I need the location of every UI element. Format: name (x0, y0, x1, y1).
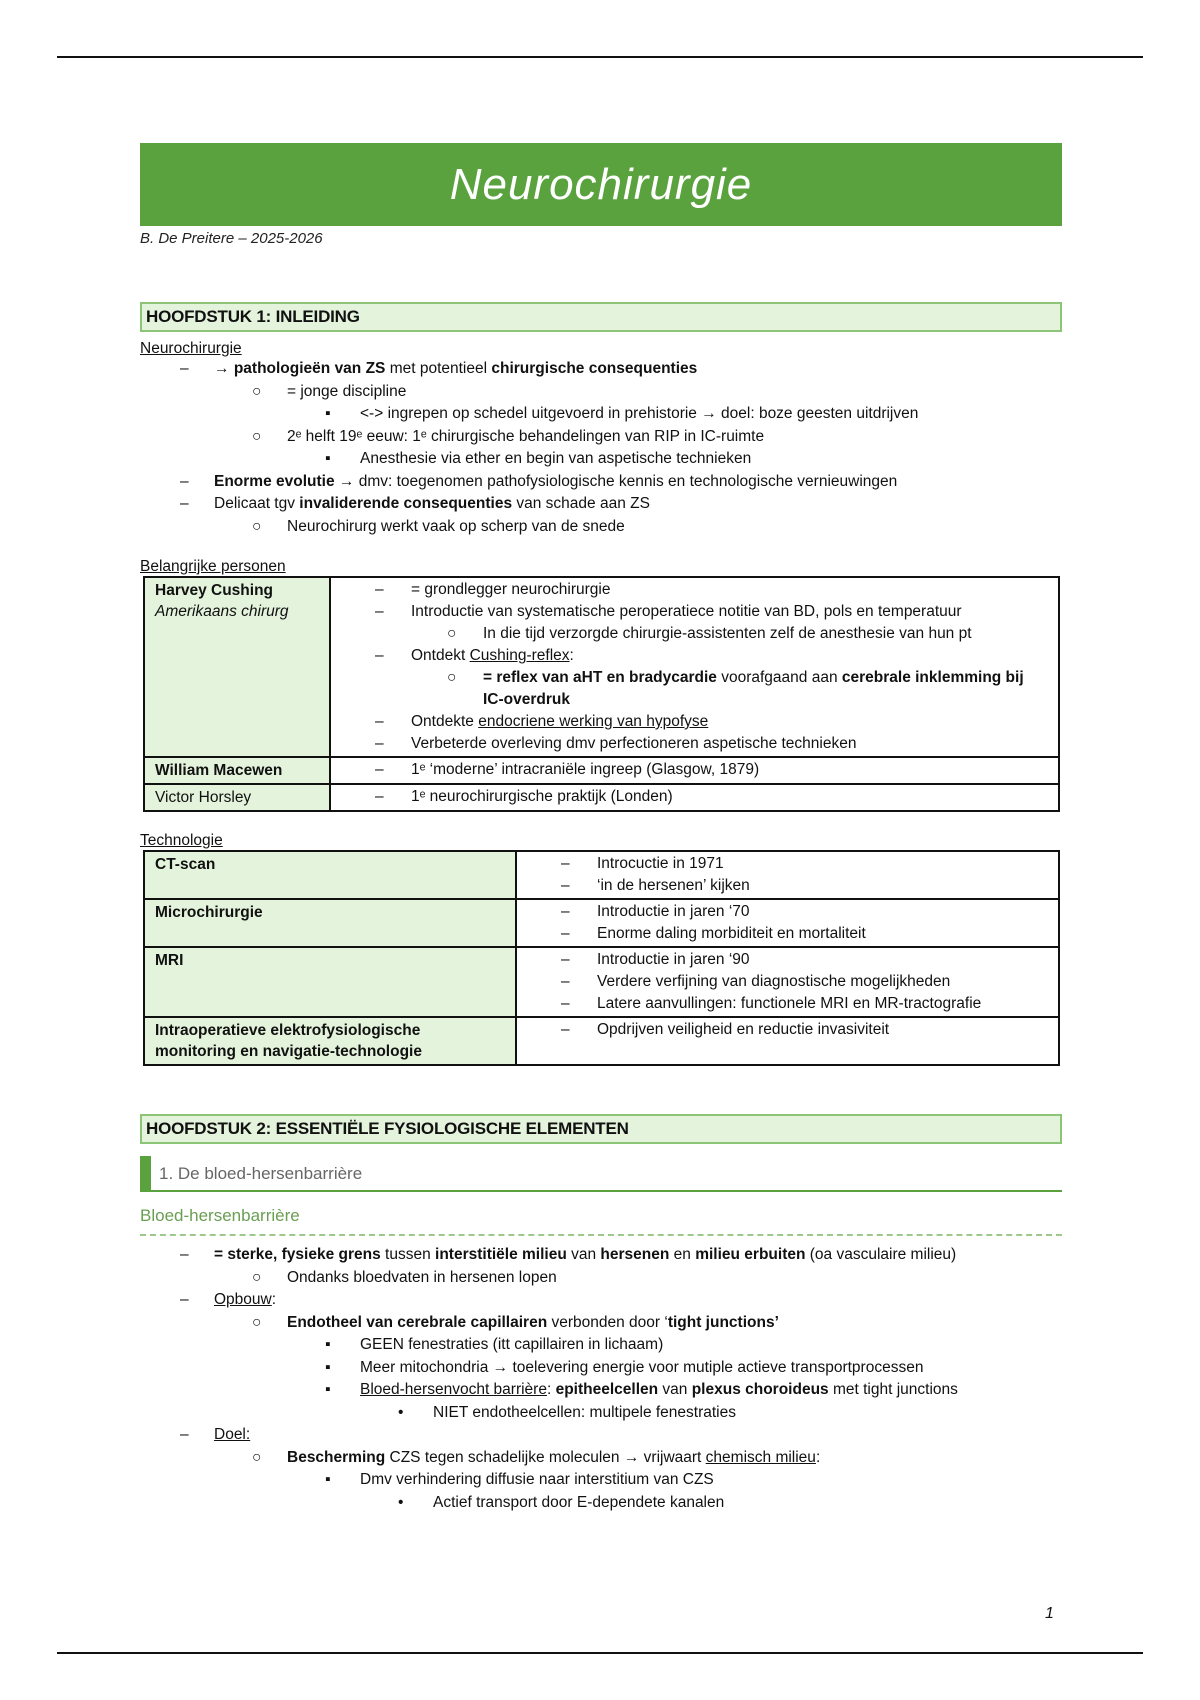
text-span: → dmv: toegenomen pathofysiologische kennis en technologische vernieuwingen (334, 472, 898, 490)
text-span: CZS tegen schadelijke moleculen → vrijwaart (385, 1448, 706, 1466)
table-cell-person (144, 577, 330, 757)
bullet-marker: – (561, 925, 570, 942)
bold-text: = sterke, fysieke grens (214, 1246, 381, 1263)
list-item (331, 759, 1058, 781)
list-item (331, 667, 1058, 689)
bullet-marker: – (180, 1426, 189, 1443)
text-span: voorafgaand aan (716, 669, 842, 686)
list-item (331, 579, 1058, 601)
person-role: Amerikaans chirurg (155, 603, 289, 620)
bold-text: Bescherming (287, 1448, 386, 1466)
item-text: Verbeterde overleving dmv perfectioneren aspetische technieken (411, 735, 857, 752)
bullet-marker: ○ (252, 1313, 262, 1331)
section-heading-1 (140, 1156, 1062, 1192)
bullet-marker: – (180, 495, 189, 512)
bullet-marker: – (180, 1291, 189, 1308)
bold-text: tight junctions’ (667, 1313, 779, 1331)
bold-text: epitheelcellen (555, 1381, 659, 1398)
bullet-marker: ▪ (325, 1471, 331, 1488)
text-span: : (271, 1291, 277, 1308)
top-rule (57, 56, 1143, 58)
bullet-marker: ○ (252, 517, 262, 535)
bullet-marker: ○ (447, 669, 457, 686)
list-item (140, 1357, 1062, 1380)
list-item (140, 358, 1062, 381)
table-cell-content (330, 577, 1059, 757)
bullet-marker: – (375, 647, 384, 664)
list-item (517, 949, 1058, 971)
bullet-marker: – (561, 855, 570, 872)
bold-text: pathologieën van ZS (233, 360, 386, 377)
item-text: Introcuctie in 1971 (597, 855, 724, 872)
item-text: Actief transport door E-dependete kanalen (433, 1493, 725, 1511)
item-text: Dmv verhindering diffusie naar interstitium van CZS (360, 1471, 714, 1488)
item-text: <-> ingrepen op schedel uitgevoerd in prehistorie → doel: boze geesten uitdrijven (360, 405, 919, 422)
title-banner (140, 143, 1062, 226)
bullet-marker: – (375, 581, 384, 598)
text-span: van (566, 1246, 601, 1263)
list-item (331, 711, 1058, 733)
item-text: 1ᵉ neurochirurgische praktijk (Londen) (411, 788, 673, 805)
item-text: ‘in de hersenen’ kijken (597, 877, 750, 894)
bold-text: IC-overdruk (483, 691, 570, 708)
list-item (140, 448, 1062, 471)
bullet-marker: ▪ (325, 450, 331, 467)
list-item (140, 1312, 1062, 1335)
bullet-marker: – (375, 603, 384, 620)
chapter-2-heading: HOOFDSTUK 2: ESSENTIËLE FYSIOLOGISCHE ELEMENTEN (140, 1114, 1062, 1144)
list-item (331, 623, 1058, 645)
page-number: 1 (1045, 1605, 1054, 1622)
list-item (331, 645, 1058, 667)
item-text: Neurochirurg werkt vaak op scherp van de snede (287, 517, 625, 535)
bold-text: hersenen (600, 1246, 670, 1263)
table-cell-content (516, 1017, 1059, 1065)
list-item (140, 516, 1062, 539)
list-item (140, 471, 1062, 494)
bullet-marker: ▪ (325, 1336, 331, 1353)
table-row (144, 899, 1059, 947)
item-text: Ondanks bloedvaten in hersenen lopen (287, 1268, 557, 1286)
table-row (144, 757, 1059, 784)
item-text: In die tijd verzorgde chirurgie-assistenten zelf de anesthesie van hun pt (483, 625, 972, 642)
bullet-marker: – (180, 472, 189, 490)
bullet-marker: – (375, 761, 384, 778)
item-text: 1ᵉ ‘moderne’ intracraniële ingreep (Glasgow, 1879) (411, 761, 760, 778)
list-item (140, 1447, 1062, 1470)
underlined-text: chemisch milieu (705, 1448, 816, 1466)
list-item (140, 1289, 1062, 1312)
item-text: Anesthesie via ether en begin van aspetische technieken (360, 450, 752, 467)
bold-text: interstitiële milieu (435, 1246, 567, 1263)
text-span: met tight junctions (828, 1381, 958, 1398)
underlined-text: Doel: (214, 1426, 251, 1443)
table-cell-content (516, 899, 1059, 947)
text-span: Ontdekte (411, 713, 479, 730)
bullet-marker: – (375, 735, 384, 752)
list-item (331, 786, 1058, 808)
section-label-neurochirurgie: Neurochirurgie (140, 340, 242, 357)
bold-text: chirurgische consequenties (491, 360, 698, 377)
table-cell-content (516, 947, 1059, 1017)
subsection-heading: Bloed-hersenbarrière (140, 1206, 300, 1225)
tech-name: Microchirurgie (144, 899, 516, 947)
bold-text: invaliderende consequenties (299, 495, 513, 512)
text-span: → (214, 360, 234, 377)
bold-text: plexus choroideus (691, 1381, 829, 1398)
item-text: Opdrijven veiligheid en reductie invasiviteit (597, 1021, 890, 1038)
item-text: Verdere verfijning van diagnostische mogelijkheden (597, 973, 951, 990)
list-item (331, 601, 1058, 623)
bullet-marker: – (375, 788, 384, 805)
table-cell-content (330, 784, 1059, 811)
dashed-divider (140, 1234, 1062, 1236)
table-row (144, 947, 1059, 1017)
person-name: William Macewen (144, 757, 330, 784)
bullet-marker: ▪ (325, 405, 331, 422)
list-item (140, 426, 1062, 449)
text-span: van schade aan ZS (512, 495, 650, 512)
item-text: 2ᵉ helft 19ᵉ eeuw: 1ᵉ chirurgische behandelingen van RIP in IC-ruimte (287, 427, 765, 445)
person-name: Harvey Cushing (155, 582, 274, 599)
bhb-bullet-list (140, 1244, 1062, 1514)
technology-table (143, 850, 1060, 1066)
text-span: van (658, 1381, 692, 1398)
text-span: : (569, 647, 574, 664)
section-label-personen: Belangrijke personen (140, 558, 286, 575)
list-item (140, 1334, 1062, 1357)
bullet-marker: – (180, 360, 189, 377)
list-item (517, 923, 1058, 945)
bullet-marker: – (375, 713, 384, 730)
bullet-marker: ○ (252, 1448, 262, 1466)
text-span: Ontdekt (411, 647, 470, 664)
table-row (144, 577, 1059, 757)
item-text: Introductie in jaren ‘90 (597, 951, 750, 968)
text-span: : (546, 1381, 556, 1398)
list-item (140, 403, 1062, 426)
bullet-marker: ○ (252, 382, 262, 400)
list-item (517, 875, 1058, 897)
list-item (517, 971, 1058, 993)
tech-name-line: Intraoperatieve elektrofysiologische (155, 1022, 421, 1039)
bullet-marker: ○ (447, 625, 457, 642)
table-row (144, 784, 1059, 811)
list-item (140, 1379, 1062, 1402)
tech-name: CT-scan (144, 851, 516, 899)
item-text: Introductie van systematische peroperatiece notitie van BD, pols en temperatuur (411, 603, 962, 620)
list-item (140, 1424, 1062, 1447)
list-item (331, 733, 1058, 755)
item-text: GEEN fenestraties (itt capillairen in lichaam) (360, 1336, 664, 1353)
bold-text: = reflex van aHT en bradycardie (483, 669, 717, 686)
list-item (140, 381, 1062, 404)
list-item (140, 1267, 1062, 1290)
bullet-marker: • (398, 1493, 404, 1511)
list-item (140, 493, 1062, 516)
list-item (517, 853, 1058, 875)
section-label-technologie: Technologie (140, 832, 223, 849)
item-text: NIET endotheelcellen: multipele fenestraties (433, 1403, 736, 1421)
bullet-marker: ▪ (325, 1358, 331, 1376)
document-page (140, 143, 1062, 1514)
list-item (517, 993, 1058, 1015)
person-name: Victor Horsley (144, 784, 330, 811)
item-text: = jonge discipline (287, 382, 407, 400)
text-span: tussen (380, 1246, 436, 1263)
table-cell-content (330, 757, 1059, 784)
bottom-rule (57, 1652, 1143, 1654)
text-span: verbonden door ‘ (547, 1313, 668, 1331)
bullet-marker: ○ (252, 1268, 262, 1286)
bullet-marker: • (398, 1403, 404, 1421)
item-text: Meer mitochondria → toelevering energie voor mutiple actieve transportprocessen (360, 1358, 924, 1376)
text-span: (oa vasculaire milieu) (805, 1246, 957, 1263)
section-title: 1. De bloed-hersenbarrière (151, 1156, 1062, 1192)
item-text: = grondlegger neurochirurgie (411, 581, 611, 598)
heading-accent-bar (140, 1156, 151, 1192)
underlined-text: Bloed-hersenvocht barrière (360, 1381, 547, 1398)
list-item (140, 1244, 1062, 1267)
item-text: Introductie in jaren ‘70 (597, 903, 750, 920)
text-span: Delicaat tgv (214, 495, 300, 512)
bullet-marker: ○ (252, 427, 262, 445)
underlined-text: Cushing-reflex (469, 647, 570, 664)
bold-text: milieu erbuiten (695, 1246, 806, 1263)
table-row (144, 851, 1059, 899)
text-span: : (815, 1448, 821, 1466)
bold-text: cerebrale inklemming bij (841, 669, 1024, 686)
chapter-1-heading: HOOFDSTUK 1: INLEIDING (140, 302, 1062, 332)
list-item (140, 1469, 1062, 1492)
tech-name: MRI (144, 947, 516, 1017)
table-row (144, 1017, 1059, 1065)
bullet-marker: ▪ (325, 1381, 331, 1398)
list-item (331, 689, 1058, 711)
bullet-marker: – (561, 1021, 570, 1038)
table-cell-content (516, 851, 1059, 899)
bullet-marker: – (561, 951, 570, 968)
item-text: Latere aanvullingen: functionele MRI en MR-tractografie (597, 995, 982, 1012)
text-span: en (669, 1246, 696, 1263)
bullet-marker: – (561, 973, 570, 990)
document-title: Neurochirurgie (449, 159, 753, 209)
bullet-marker: – (561, 995, 570, 1012)
list-item (140, 1492, 1062, 1515)
underlined-text: endocriene werking van hypofyse (478, 713, 709, 730)
bold-text: Endotheel van cerebrale capillairen (287, 1313, 548, 1331)
bold-text: Enorme evolutie (214, 472, 335, 490)
intro-bullet-list (140, 358, 1062, 538)
list-item (140, 1402, 1062, 1425)
tech-name-line: monitoring en navigatie-technologie (155, 1043, 422, 1060)
text-span: met potentieel (385, 360, 492, 377)
bullet-marker: – (180, 1246, 189, 1263)
list-item (517, 901, 1058, 923)
author-line: B. De Preitere – 2025-2026 (140, 230, 323, 247)
item-text: Enorme daling morbiditeit en mortaliteit (597, 925, 866, 942)
persons-table (143, 576, 1060, 812)
list-item (517, 1019, 1058, 1041)
bullet-marker: – (561, 903, 570, 920)
bullet-marker: – (561, 877, 570, 894)
tech-name (144, 1017, 516, 1065)
underlined-text: Opbouw (214, 1291, 272, 1308)
